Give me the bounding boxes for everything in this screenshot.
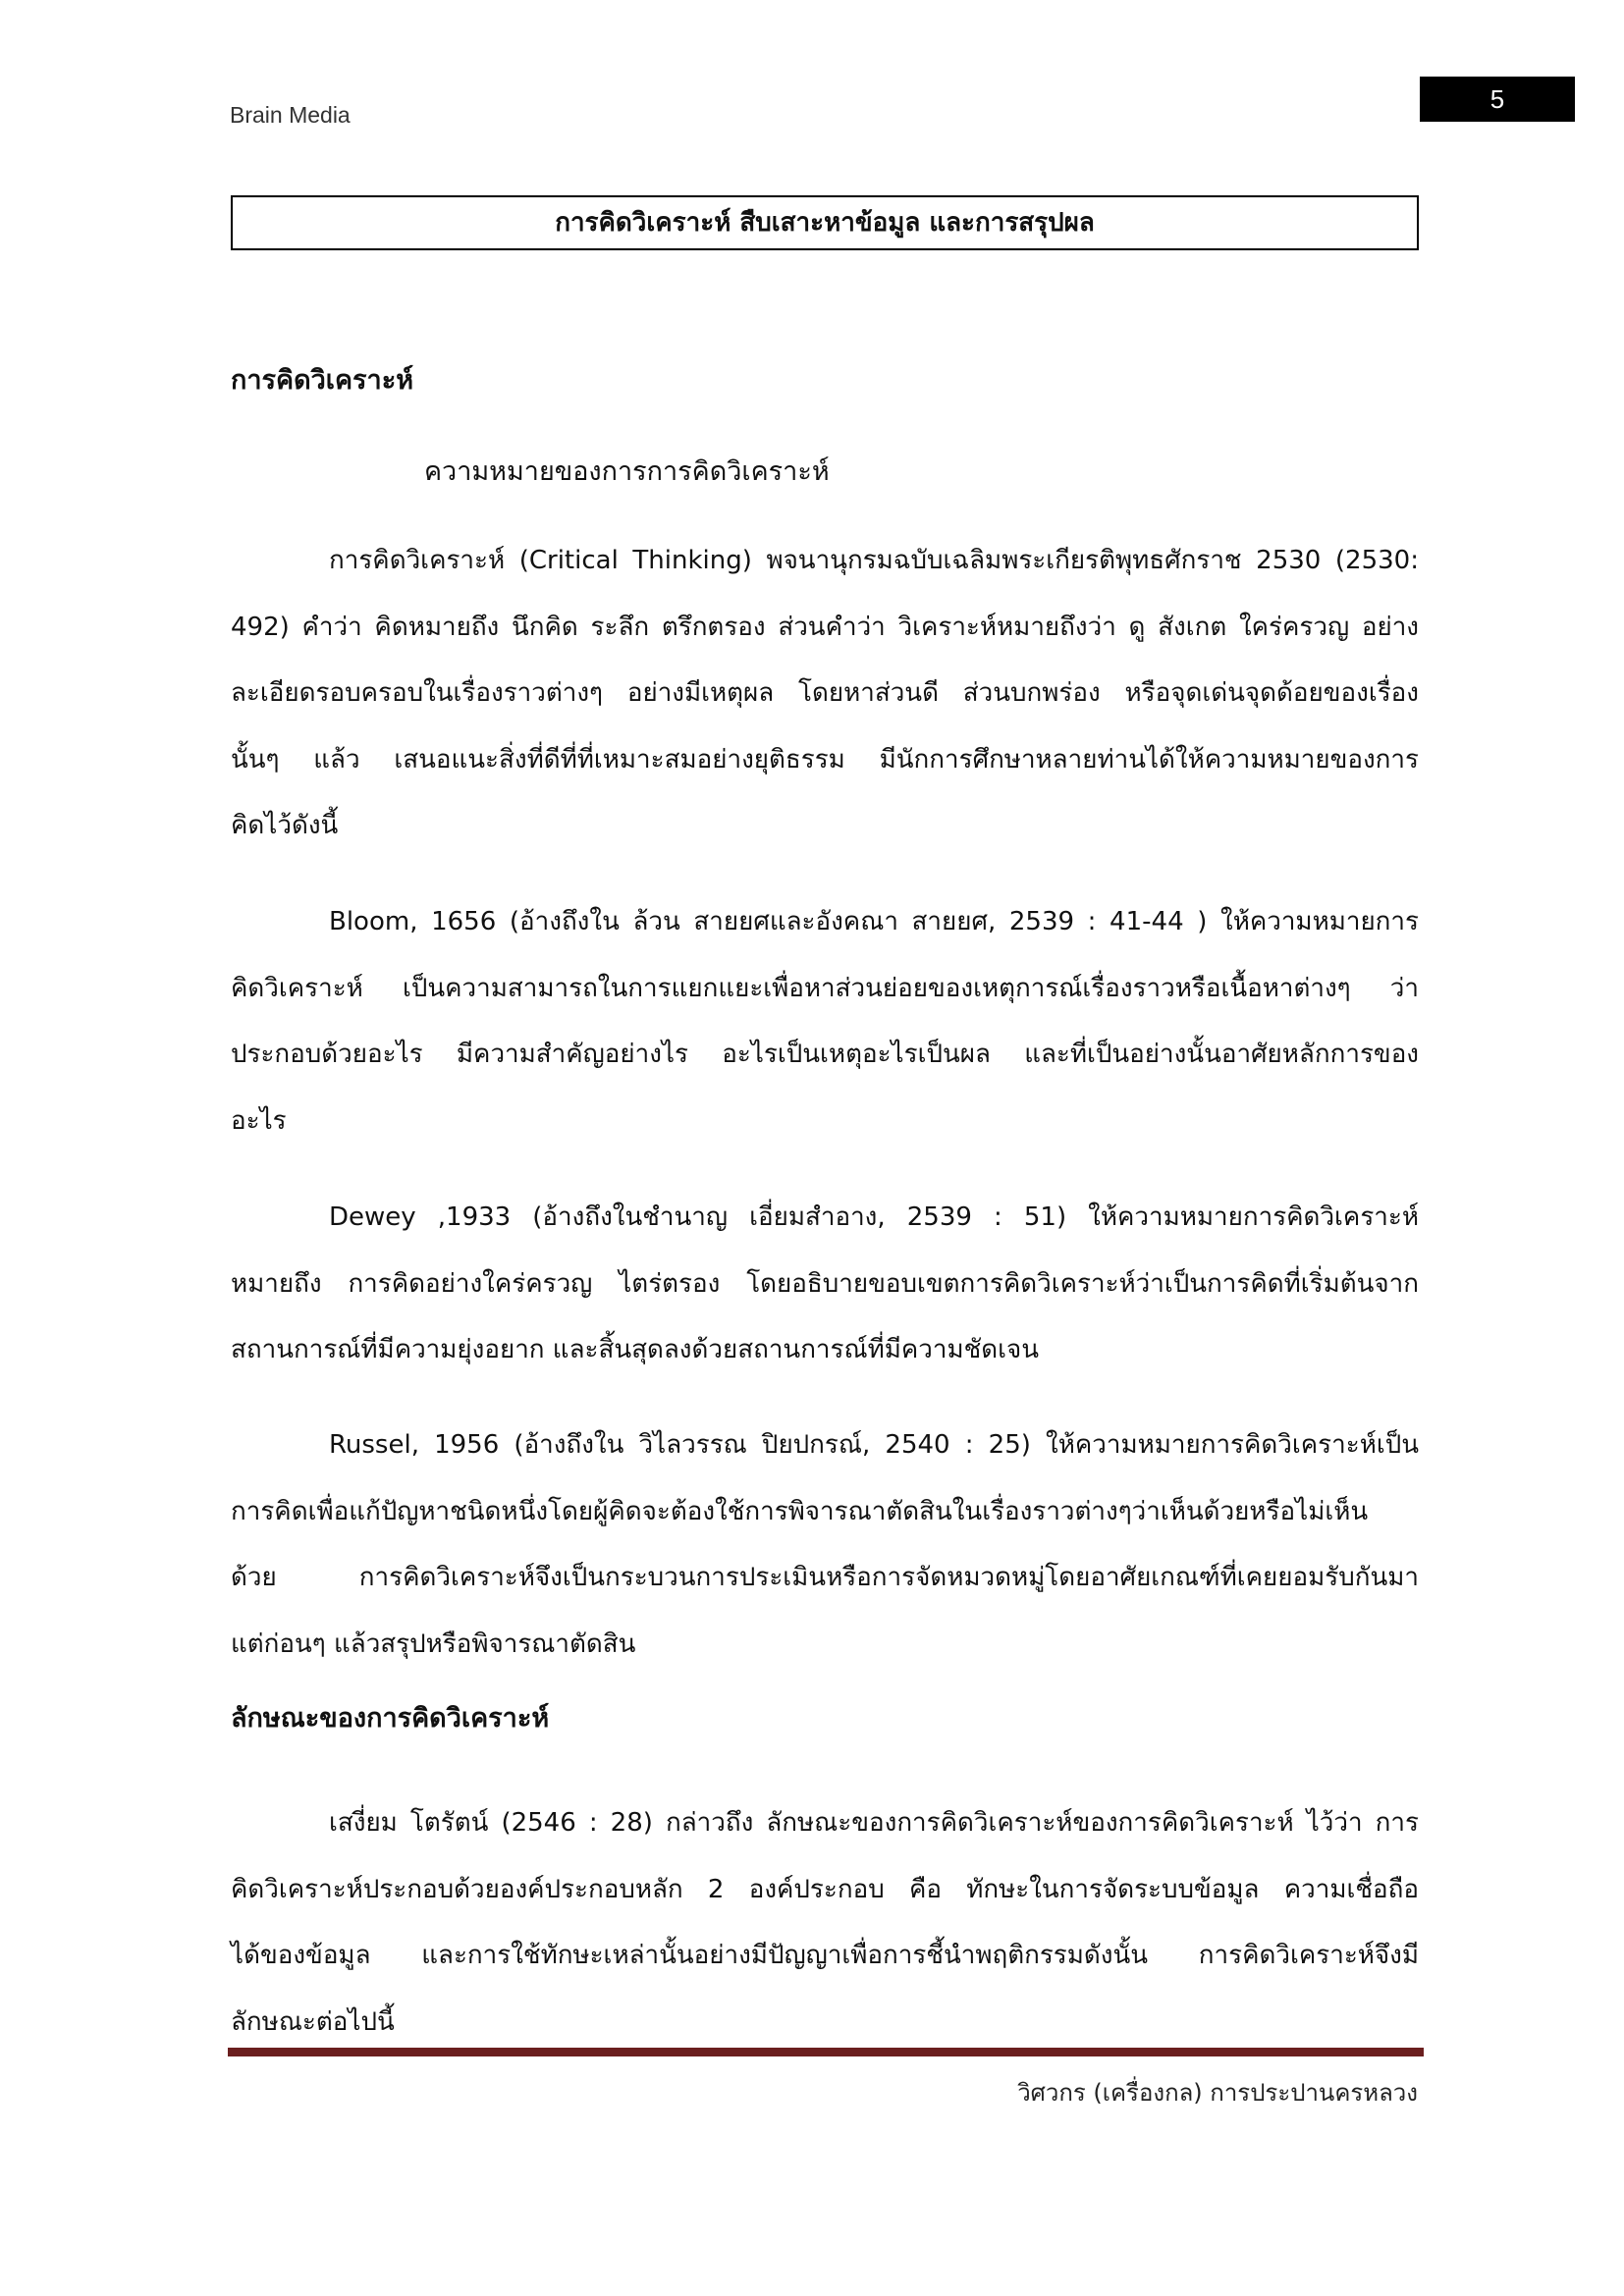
paragraph-line: 492) คำว่า คิดหมายถึง นึกคิด ระลึก ตรึกตรอง ส่วนคำว่า วิเคราะห์หมายถึงว่า ดู สังเกต ใคร่ครวญ อย่าง [231,612,1419,642]
paragraph-line: Dewey ,1933 (อ้างถึงในชำนาญ เอี่ยมสำอาง, 2539 : 51) ให้ความหมายการคิดวิเคราะห์ [329,1202,1419,1232]
page-number-badge: 5 [1420,77,1575,122]
paragraph-line: ลักษณะต่อไปนี้ [231,2006,395,2037]
paragraph-bloom [231,889,1419,1154]
header-brand: Brain Media [230,102,351,128]
paragraph-line: นั้นๆ แล้ว เสนอแนะสิ่งที่ดีที่ที่เหมาะสมอย่างยุติธรรม มีนักการศึกษาหลายท่านได้ให้ความหมายของการ [231,744,1419,774]
paragraph-line: Russel, 1956 (อ้างถึงใน วิไลวรรณ ปิยปกรณ์, 2540 : 25) ให้ความหมายการคิดวิเคราะห์เป็น [329,1430,1419,1460]
paragraph-line: คิดวิเคราะห์ประกอบด้วยองค์ประกอบหลัก 2 องค์ประกอบ คือ ทักษะในการจัดระบบข้อมูล ความเชื่อถือ [231,1874,1419,1904]
paragraph-russel [231,1413,1419,1678]
paragraph-definition [231,528,1419,860]
document-title: การคิดวิเคราะห์ สืบเสาะหาข้อมูล และการสรุปผล [231,195,1419,250]
section-heading-critical-thinking: การคิดวิเคราะห์ [231,365,414,396]
paragraph-characteristics [231,1790,1419,2056]
paragraph-line: อะไร [231,1105,287,1136]
paragraph-line: ละเอียดรอบครอบในเรื่องราวต่างๆ อย่างมีเหตุผล โดยหาส่วนดี ส่วนบกพร่อง หรือจุดเด่นจุดด้อยของเรื่อง [231,678,1419,708]
paragraph-dewey [231,1185,1419,1384]
subheading-meaning: ความหมายของการการคิดวิเคราะห์ [424,456,830,487]
paragraph-line: ประกอบด้วยอะไร มีความสำคัญอย่างไร อะไรเป็นเหตุอะไรเป็นผล และที่เป็นอย่างนั้นอาศัยหลักการของ [231,1040,1419,1069]
paragraph-line: ได้ของข้อมูล และการใช้ทักษะเหล่านั้นอย่างมีปัญญาเพื่อการชี้นำพฤติกรรมดังนั้น การคิดวิเคราะห์จึงมี [231,1941,1419,1970]
paragraph-line: หมายถึง การคิดอย่างใคร่ครวญ ไตร่ตรอง โดยอธิบายขอบเขตการคิดวิเคราะห์ว่าเป็นการคิดที่เริ่มต้นจาก [231,1268,1419,1299]
section-heading-characteristics: ลักษณะของการคิดวิเคราะห์ [231,1703,550,1734]
paragraph-line: สถานการณ์ที่มีความยุ่งอยาก และสิ้นสุดลงด้วยสถานการณ์ที่มีความชัดเจน [231,1335,1040,1364]
footer-text: วิศวกร (เครื่องกล) การประปานครหลวง [1017,2079,1418,2107]
paragraph-line: แต่ก่อนๆ แล้วสรุปหรือพิจารณาตัดสิน [231,1629,636,1659]
paragraph-line: เสงี่ยม โตรัตน์ (2546 : 28) กล่าวถึง ลักษณะของการคิดวิเคราะห์ของการคิดวิเคราะห์ ไว้ว่า การ [329,1808,1419,1838]
paragraph-line: การคิดเพื่อแก้ปัญหาชนิดหนึ่งโดยผู้คิดจะต้องใช้การพิจารณาตัดสินในเรื่องราวต่างๆว่าเห็นด้วยหรือไม่เห็น [231,1496,1369,1526]
paragraph-line: คิดวิเคราะห์ เป็นความสามารถในการแยกแยะเพื่อหาส่วนย่อยของเหตุการณ์เรื่องราวหรือเนื้อหาต่างๆ ว่า [231,973,1419,1003]
footer-divider [228,2048,1424,2056]
paragraph-line: Bloom, 1656 (อ้างถึงใน ล้วน สายยศและอังคณา สายยศ, 2539 : 41-44 ) ให้ความหมายการ [329,907,1419,936]
paragraph-line: ด้วย การคิดวิเคราะห์จึงเป็นกระบวนการประเมินหรือการจัดหมวดหมู่โดยอาศัยเกณฑ์ที่เคยยอมรับกันมา [231,1563,1419,1592]
paragraph-line: คิดไว้ดังนี้ [231,811,339,840]
paragraph-line: การคิดวิเคราะห์ (Critical Thinking) พจนานุกรมฉบับเฉลิมพระเกียรติพุทธศักราช 2530 (2530: [329,546,1419,575]
